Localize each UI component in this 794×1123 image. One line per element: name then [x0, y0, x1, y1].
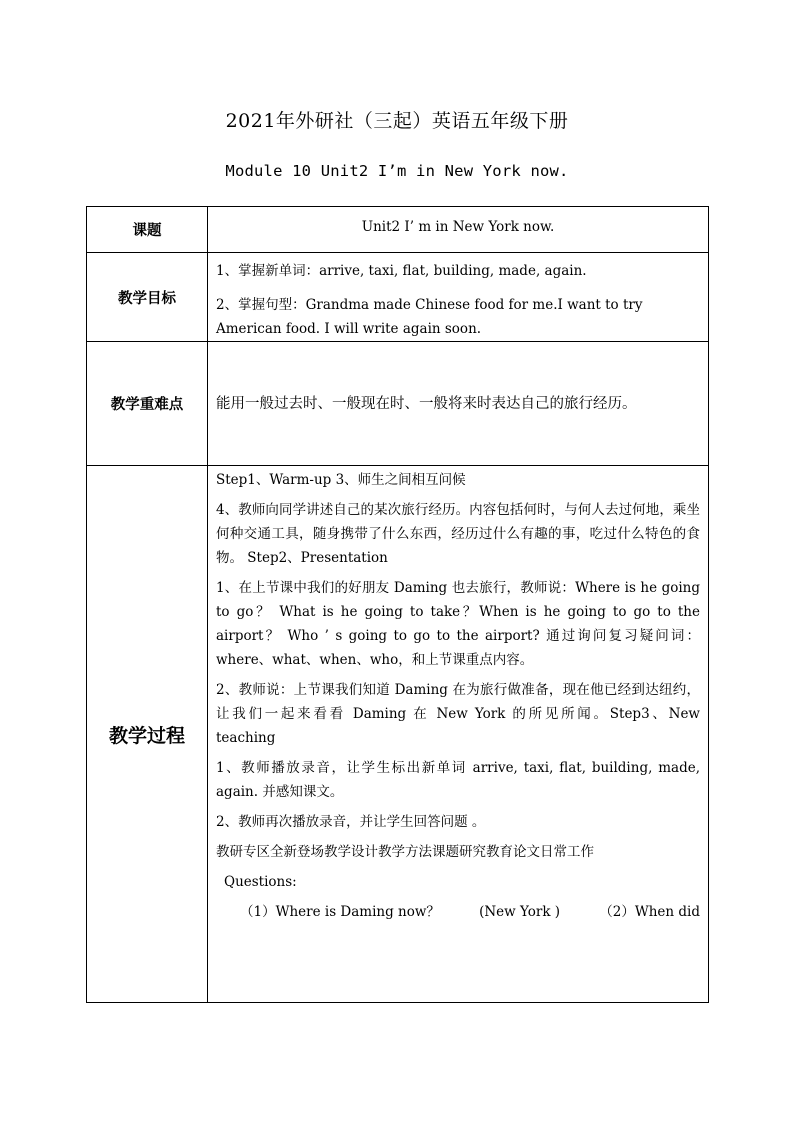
- questions-label: Questions:: [224, 874, 297, 890]
- topic-label: 课题: [87, 207, 208, 253]
- process-paragraph-3: 1、在上节课中我们的好朋友 Daming 也去旅行，教师说：Where is he going to go？ What is he going to take？When is he going to go to the airport？ Who ’ s going to go to the airport? 通过询问复习疑问词：where、what、when、who，和上节课重点内容。: [216, 580, 700, 668]
- goal-item-2: 2、掌握句型：Grandma made Chinese food for me.I want to try American food. I will write again soon.: [216, 297, 643, 337]
- question-line: [216, 900, 700, 924]
- goals-label: 教学目标: [87, 253, 208, 342]
- process-label: 教学过程: [87, 466, 208, 1003]
- question-2: （2）When did: [599, 904, 700, 920]
- document-subtitle: Module 10 Unit2 I’m in New York now.: [225, 162, 569, 180]
- table-row-goals: [87, 253, 709, 342]
- goal-item-1: 1、掌握新单词：arrive, taxi, flat, building, made, again.: [216, 263, 587, 279]
- table-row-process: [87, 466, 709, 1003]
- table-row-key-points: [87, 342, 709, 466]
- table-row-topic: [87, 207, 709, 253]
- key-points-cell: [208, 342, 709, 466]
- topic-cell: [208, 207, 709, 253]
- process-cell: [208, 466, 709, 1003]
- answer-1: (New York ): [479, 904, 561, 920]
- document-title: 2021年外研社（三起）英语五年级下册: [225, 110, 569, 132]
- process-paragraph-6: 2、教师再次播放录音，并让学生回答问题 。: [216, 814, 486, 830]
- key-points-label: 教学重难点: [87, 342, 208, 466]
- process-body: [216, 466, 700, 1002]
- process-paragraph-5: 1、教师播放录音，让学生标出新单词 arrive, taxi, flat, building, made, again. 并感知课文。: [216, 760, 700, 800]
- process-paragraph-2: 4、教师向同学讲述自己的某次旅行经历。内容包括何时，与何人去过何地，乘坐何种交通工具，随身携带了什么东西，经历过什么有趣的事，吃过什么特色的食物。 Step2、Presentation: [216, 502, 700, 566]
- process-paragraph-4: 2、教师说：上节课我们知道 Daming 在为旅行做准备，现在他已经到达纽约，让我们一起来看看 Daming 在 New York 的所见所闻。Step3、New teaching: [216, 682, 700, 746]
- lesson-plan-table: [86, 206, 709, 1003]
- process-paragraph-1: Step1、Warm-up 3、师生之间相互问候: [216, 472, 466, 488]
- process-paragraph-7: 教研专区全新登场教学设计教学方法课题研究教育论文日常工作: [216, 844, 594, 860]
- question-1: （1）Where is Daming now？: [240, 904, 440, 920]
- key-points-text: 能用一般过去时、一般现在时、一般将来时表达自己的旅行经历。: [216, 395, 637, 412]
- topic-text: Unit2 I’ m in New York now.: [361, 219, 555, 235]
- goals-cell: [208, 253, 709, 342]
